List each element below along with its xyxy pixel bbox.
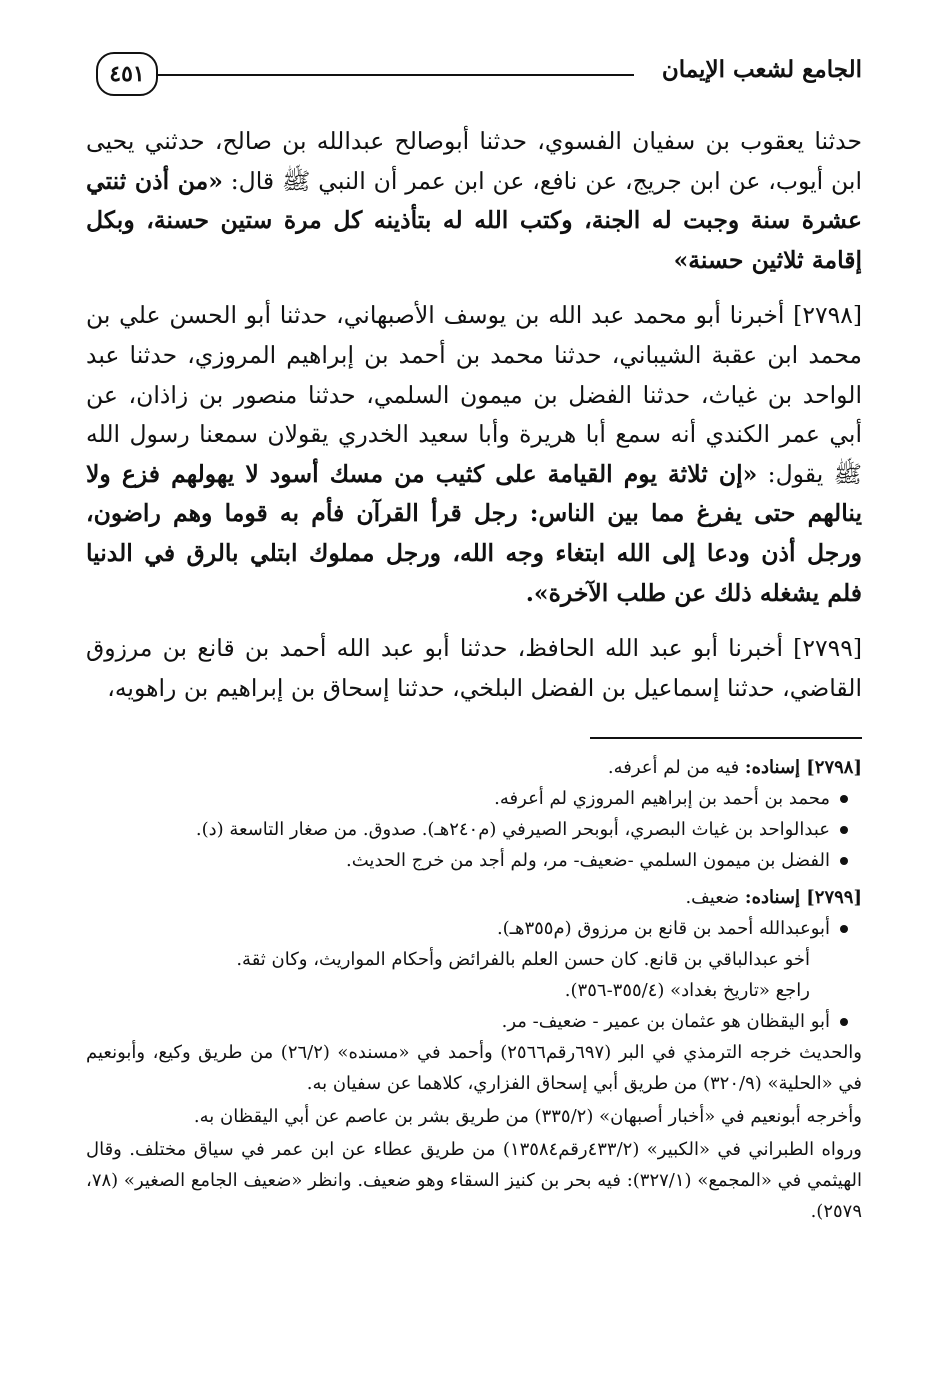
footnote-2799	[86, 882, 862, 1227]
header-rule	[156, 74, 634, 76]
footnote-2799-note-1: أخو عبدالباقي بن قانع. كان حسن العلم بالفرائض وأحكام المواريث، وكان ثقة.	[236, 949, 810, 970]
footnote-separator	[590, 737, 862, 739]
list-item: أبوعبدالله أحمد بن قانع بن مرزوق (م٣٥٥هـ).	[86, 913, 848, 944]
footnote-2798-heading	[86, 752, 862, 783]
footnote-2798-label: [٢٧٩٨] إسناده:	[744, 757, 862, 778]
paragraph-2798-hadith: «إن ثلاثة يوم القيامة على كثيب من مسك أسود لا يهولهم فزع ولا ينالهم حتى يفرغ مما بين الناس: رجل قرأ القرآن فأم به قوما وهم راضون، ورجل أذن ودعا إلى الله ابتغاء وجه الله، ورجل مملوك ابتلي بالرق في الدنيا فلم يشغله ذلك عن طلب الآخرة».	[86, 459, 862, 607]
footnote-2798-verdict: فيه من لم أعرفه.	[607, 757, 745, 778]
list-item: أبو اليقظان هو عثمان بن عمير - ضعيف- مر.	[86, 1006, 848, 1037]
footnote-2798-list	[86, 783, 862, 876]
list-item: عبدالواحد بن غياث البصري، أبوبحر الصيرفي (م٢٤٠هـ). صدوق. من صغار التاسعة (د).	[86, 814, 848, 845]
main-text	[86, 122, 862, 708]
paragraph-1-hadith: «من أذن ثنتي عشرة سنة وجبت له الجنة، وكتب الله له بتأذينه كل مرة ستين حسنة، وبكل إقامة ثلاثين حسنة»	[86, 166, 862, 274]
footnote-2799-list-b	[86, 1006, 862, 1037]
paragraph-2798	[86, 296, 862, 613]
page-header	[96, 48, 862, 104]
footnote-2799-verdict: ضعيف.	[685, 887, 745, 908]
footnote-2799-heading	[86, 882, 862, 913]
paragraph-2798-narration: [٢٧٩٨] أخبرنا أبو محمد عبد الله بن يوسف الأصبهاني، حدثنا أبو الحسن علي بن محمد ابن عقبة الشيباني، حدثنا محمد بن أحمد بن إبراهيم المروزي، حدثنا عبد الواحد بن غياث، حدثنا الفضل بن ميمون السلمي، حدثنا منصور بن زاذان، عن أبي عمر الكندي أنه سمع أبا هريرة وأبا سعيد الخدري يقولان سمعنا رسول الله ﷺ يقول:	[86, 301, 862, 488]
paragraph-1-narration: حدثنا يعقوب بن سفيان الفسوي، حدثنا أبوصالح عبدالله بن صالح، حدثني يحيى ابن أيوب، عن ابن جريج، عن نافع، عن ابن عمر أن النبي ﷺ قال:	[86, 127, 862, 195]
footnote-2799-label: [٢٧٩٩] إسناده:	[744, 887, 862, 908]
footnote-2799-takhrij-3: ورواه الطبراني في «الكبير» (٤٣٣/٢رقم١٣٥٨٤) من طريق عطاء عن ابن عمر في سياق مختلف. وقال الهيثمي في «المجمع» (٣٢٧/١): فيه بحر بن كنيز السقاء وهو ضعيف. وانظر «ضعيف الجامع الصغير» (٧٨، ٢٥٧٩).	[86, 1139, 862, 1222]
paragraph-2799: [٢٧٩٩] أخبرنا أبو عبد الله الحافظ، حدثنا أبو عبد الله أحمد بن قانع بن مرزوق القاضي، حدثنا إسماعيل بن الفضل البلخي، حدثنا إسحاق بن إبراهيم بن راهويه،	[86, 634, 862, 702]
running-title: الجامع لشعب الإيمان	[661, 56, 862, 83]
footnote-2799-takhrij-1: والحديث خرجه الترمذي في البر (٦٩٧رقم٢٥٦٦) وأحمد في «مسنده» (٢٦/٢) من طريق وكيع، وأبونعيم في «الحلية» (٣٢٠/٩) من طريق أبي إسحاق الفزاري، كلاهما عن سفيان به.	[86, 1042, 862, 1094]
paragraph-1	[86, 122, 862, 280]
footnote-2798	[86, 752, 862, 876]
footnotes	[86, 752, 862, 1227]
list-item: محمد بن أحمد بن إبراهيم المروزي لم أعرفه.	[86, 783, 848, 814]
footnote-2799-list-a	[86, 913, 862, 944]
page-number: ٤٥١	[96, 52, 158, 96]
list-item: الفضل بن ميمون السلمي -ضعيف- مر، ولم أجد من خرج الحديث.	[86, 845, 848, 876]
footnote-2799-note-2: راجع «تاريخ بغداد» (٣٥٥/٤-٣٥٦).	[564, 980, 810, 1001]
footnote-2799-takhrij-2: وأخرجه أبونعيم في «أخبار أصبهان» (٣٣٥/٢) من طريق بشر بن عاصم عن أبي اليقظان به.	[193, 1106, 862, 1127]
